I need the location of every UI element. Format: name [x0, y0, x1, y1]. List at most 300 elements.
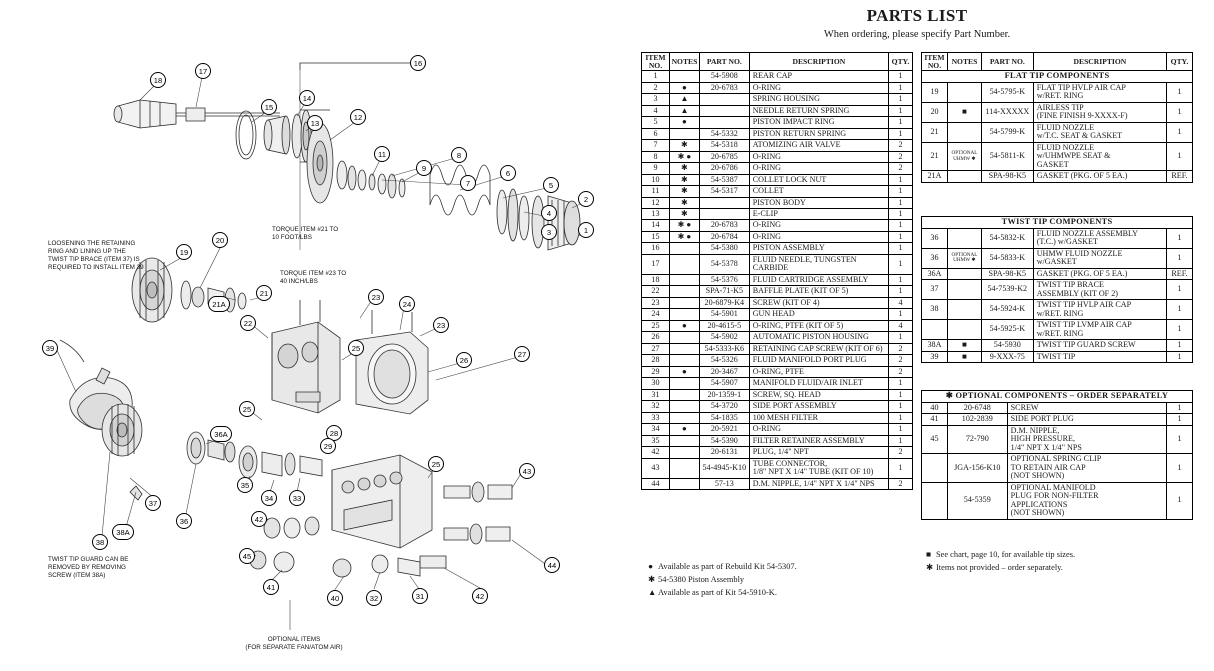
cell-part-no: 20-1359-1 — [699, 389, 749, 400]
cell-qty: 1 — [889, 378, 913, 389]
cell-item-no: 35 — [642, 435, 670, 446]
cell-qty: 1 — [889, 424, 913, 435]
cell-notes: ■ — [947, 102, 981, 122]
cell-item-no: 42 — [642, 447, 670, 458]
cell-part-no: 54-5380 — [699, 243, 749, 254]
table-row — [642, 309, 913, 320]
col-description: DESCRIPTION — [1033, 53, 1166, 71]
cell-notes: ■ — [947, 340, 981, 351]
cell-part-no: 20-4615-5 — [699, 320, 749, 331]
twist-tip-table — [921, 216, 1193, 363]
cell-description: UHMW FLUID NOZZLE w/GASKET — [1033, 248, 1166, 268]
main-parts-table — [641, 52, 913, 490]
cell-part-no: 54-5811-K — [981, 142, 1033, 170]
cell-description: SIDE PORT PLUG — [1007, 414, 1166, 425]
cell-notes: ● — [669, 424, 699, 435]
flat-tip-table-wrap — [921, 52, 1193, 183]
cell-notes: ✱ — [669, 140, 699, 151]
table-row — [922, 122, 1193, 142]
cell-item-no: 32 — [642, 401, 670, 412]
cell-item-no: 21A — [922, 171, 948, 182]
cell-qty: 2 — [889, 366, 913, 377]
cell-notes: OPTIONAL UHMW ✱ — [947, 142, 981, 170]
cell-item-no: 5 — [642, 117, 670, 128]
part-twist-tip-guard — [60, 340, 235, 500]
table-row — [642, 197, 913, 208]
cell-description: FLUID NOZZLE ASSEMBLY (T.C.) w/GASKET — [1033, 228, 1166, 248]
col-qty: QTY. — [889, 53, 913, 71]
cell-qty: 1 — [889, 82, 913, 93]
cell-notes — [669, 447, 699, 458]
note-torque-23: TORQUE ITEM #23 TO 40 INCH/LBS — [280, 270, 347, 285]
cell-description: SCREW — [1007, 402, 1166, 413]
callout-34: 34 — [261, 490, 277, 506]
cell-part-no: 54-5930 — [981, 340, 1033, 351]
callout-25-mid: 25 — [239, 401, 255, 417]
main-parts-table-body — [642, 71, 913, 490]
cell-description: SIDE PORT ASSEMBLY — [749, 401, 888, 412]
cell-part-no: 54-7539-K2 — [981, 280, 1033, 300]
cell-qty: 1 — [1167, 414, 1193, 425]
cell-item-no: 18 — [642, 274, 670, 285]
cell-part-no: 54-5359 — [947, 482, 1007, 519]
table-header-row — [642, 53, 913, 71]
table-row — [642, 297, 913, 308]
cell-item-no: 1 — [642, 71, 670, 82]
cell-description: ATOMIZING AIR VALVE — [749, 140, 888, 151]
cell-notes: ✱ ● — [669, 231, 699, 242]
col-notes: NOTES — [947, 53, 981, 71]
footnote-symbol: ✱ — [926, 563, 934, 573]
cell-part-no: 20-6783 — [699, 220, 749, 231]
callout-40: 40 — [327, 590, 343, 606]
cell-qty: 1 — [889, 332, 913, 343]
cell-description: SCREW, SQ. HEAD — [749, 389, 888, 400]
table-row — [642, 458, 913, 478]
footnotes-right — [926, 548, 1075, 575]
footnote-item — [926, 548, 1075, 561]
cell-notes — [669, 355, 699, 366]
flat-section-title: FLAT TIP COMPONENTS — [922, 71, 1193, 83]
cell-description: PISTON BODY — [749, 197, 888, 208]
cell-item-no: 41 — [922, 414, 948, 425]
cell-item-no: 8 — [642, 151, 670, 162]
cell-item-no: 25 — [642, 320, 670, 331]
table-row — [642, 163, 913, 174]
cell-item-no — [922, 320, 948, 340]
footnote-text: See chart, page 10, for available tip sizes. — [936, 550, 1076, 559]
table-row — [642, 424, 913, 435]
cell-item-no: 12 — [642, 197, 670, 208]
cell-item-no: 20 — [922, 102, 948, 122]
cell-description: SPRING HOUSING — [749, 94, 888, 105]
cell-notes: ▲ — [669, 94, 699, 105]
main-parts-table-wrap — [641, 52, 913, 490]
part-manifold — [332, 455, 432, 548]
cell-notes: OPTIONAL UHMW ✱ — [947, 248, 981, 268]
callout-39: 39 — [42, 340, 58, 356]
callout-9: 9 — [416, 160, 432, 176]
part-rear-cap — [532, 196, 580, 250]
cell-part-no: 54-5908 — [699, 71, 749, 82]
cell-part-no: 54-5833-K — [981, 248, 1033, 268]
cell-item-no: 31 — [642, 389, 670, 400]
cell-qty: 1 — [889, 197, 913, 208]
cell-part-no — [699, 197, 749, 208]
cell-item-no: 38A — [922, 340, 948, 351]
cell-description: OPTIONAL MANIFOLD PLUG FOR NON-FILTER APPLICATIONS (NOT SHOWN) — [1007, 482, 1166, 519]
cell-notes: ✱ ● — [669, 151, 699, 162]
table-row — [642, 174, 913, 185]
cell-qty: 1 — [889, 105, 913, 116]
cell-item-no: 24 — [642, 309, 670, 320]
footnote-item — [926, 561, 1075, 574]
callout-12: 12 — [350, 109, 366, 125]
cell-item-no: 37 — [922, 280, 948, 300]
cell-notes — [669, 412, 699, 423]
cell-part-no: 20-6784 — [699, 231, 749, 242]
cell-part-no: 54-5832-K — [981, 228, 1033, 248]
twist-section-row — [922, 217, 1193, 229]
callout-7: 7 — [460, 175, 476, 191]
cell-notes: ✱ ● — [669, 220, 699, 231]
callout-1: 1 — [578, 222, 594, 238]
cell-notes: ● — [669, 320, 699, 331]
col-qty: QTY. — [1167, 53, 1193, 71]
cell-item-no: 45 — [922, 425, 948, 453]
cell-qty: 1 — [1167, 482, 1193, 519]
table-row — [922, 102, 1193, 122]
cell-description: TWIST TIP HVLP AIR CAP w/RET. RING — [1033, 300, 1166, 320]
cell-qty: 1 — [1167, 351, 1193, 362]
cell-qty: 1 — [889, 186, 913, 197]
cell-qty: 1 — [889, 274, 913, 285]
note-retaining-ring: LOOSENING THE RETAINING RING AND LINING UP THE TWIST TIP BRACE (ITEM 37) IS REQUIRED TO INSTALL ITEM 39 — [48, 240, 144, 271]
cell-qty: 1 — [1167, 425, 1193, 453]
cell-qty: 1 — [1167, 122, 1193, 142]
callout-18: 18 — [150, 72, 166, 88]
cell-notes — [669, 286, 699, 297]
cell-item-no: 15 — [642, 231, 670, 242]
cell-qty: 1 — [889, 286, 913, 297]
cell-item-no: 21 — [922, 142, 948, 170]
footnote-symbol: ▲ — [648, 588, 657, 598]
cell-notes — [669, 254, 699, 274]
cell-qty: 1 — [889, 458, 913, 478]
table-row — [922, 482, 1193, 519]
table-row — [922, 402, 1193, 413]
cell-item-no: 17 — [642, 254, 670, 274]
footnote-item — [648, 573, 797, 586]
cell-part-no: 54-5901 — [699, 309, 749, 320]
col-part-no: PART NO. — [981, 53, 1033, 71]
twist-tip-table-wrap — [921, 216, 1193, 363]
callout-33: 33 — [289, 490, 305, 506]
cell-qty: 1 — [1167, 142, 1193, 170]
cell-notes — [669, 128, 699, 139]
col-description: DESCRIPTION — [749, 53, 888, 71]
cell-part-no: 114-XXXXX — [981, 102, 1033, 122]
cell-qty: 1 — [889, 94, 913, 105]
cell-qty: 1 — [889, 71, 913, 82]
cell-part-no — [699, 209, 749, 220]
table-row — [642, 128, 913, 139]
callout-42-right: 42 — [472, 588, 488, 604]
cell-description: AIRLESS TIP (FINE FINISH 9-XXXX-F) — [1033, 102, 1166, 122]
page-title: PARTS LIST — [866, 6, 968, 25]
cell-notes — [669, 401, 699, 412]
cell-part-no: 54-5902 — [699, 332, 749, 343]
col-item-no: ITEM NO. — [642, 53, 670, 71]
flat-section-row — [922, 71, 1193, 83]
cell-part-no: 72-790 — [947, 425, 1007, 453]
cell-item-no: 44 — [642, 478, 670, 489]
cell-description: GUN HEAD — [749, 309, 888, 320]
cell-qty: 1 — [889, 231, 913, 242]
cell-description: OPTIONAL SPRING CLIP TO RETAIN AIR CAP (NOT SHOWN) — [1007, 454, 1166, 482]
cell-part-no: JGA-156-K10 — [947, 454, 1007, 482]
callout-21: 21 — [256, 285, 272, 301]
cell-part-no: 54-5925-K — [981, 320, 1033, 340]
cell-qty: 1 — [1167, 300, 1193, 320]
cell-notes: ✱ — [669, 163, 699, 174]
cell-description: O-RING — [749, 151, 888, 162]
cell-item-no: 36A — [922, 268, 948, 279]
callout-23-right: 23 — [433, 317, 449, 333]
note-torque-21: TORQUE ITEM #21 TO 10 FOOT/LBS — [272, 226, 339, 241]
table-row — [922, 142, 1193, 170]
callout-5: 5 — [543, 177, 559, 193]
footnote-text: 54-5380 Piston Assembly — [658, 575, 745, 585]
callout-21a: 21A — [208, 296, 230, 312]
cell-description: D.M. NIPPLE, 1/4" NPT X 1/4" NPS — [749, 478, 888, 489]
cell-description: O-RING — [749, 220, 888, 231]
cell-notes — [669, 332, 699, 343]
table-row — [642, 186, 913, 197]
cell-qty: 1 — [889, 389, 913, 400]
cell-item-no: 9 — [642, 163, 670, 174]
cell-qty: 1 — [1167, 228, 1193, 248]
cell-qty: 2 — [889, 151, 913, 162]
page-header — [632, 6, 1202, 40]
table-row — [642, 343, 913, 354]
table-row — [922, 425, 1193, 453]
cell-qty: 1 — [1167, 340, 1193, 351]
callout-25-head: 25 — [348, 340, 364, 356]
cell-part-no: 54-5333-K6 — [699, 343, 749, 354]
cell-part-no: SPA-98-K5 — [981, 268, 1033, 279]
callout-23-top: 23 — [368, 289, 384, 305]
cell-item-no: 22 — [642, 286, 670, 297]
cell-item-no: 23 — [642, 297, 670, 308]
cell-item-no — [922, 454, 948, 482]
cell-description: O-RING, PTFE (KIT OF 5) — [749, 320, 888, 331]
cell-part-no: 20-6785 — [699, 151, 749, 162]
cell-notes — [947, 171, 981, 182]
cell-notes: ▲ — [669, 105, 699, 116]
callout-32: 32 — [366, 590, 382, 606]
part-rings-5-4-3 — [497, 189, 529, 241]
cell-description: NEEDLE RETURN SPRING — [749, 105, 888, 116]
cell-notes — [947, 83, 981, 103]
callout-6: 6 — [500, 165, 516, 181]
optional-section-title: ✱ OPTIONAL COMPONENTS – ORDER SEPARATELY — [922, 391, 1193, 403]
cell-item-no: 16 — [642, 243, 670, 254]
cell-item-no: 30 — [642, 378, 670, 389]
table-row — [642, 254, 913, 274]
cell-item-no — [922, 482, 948, 519]
cell-item-no: 36 — [922, 248, 948, 268]
cell-description: TWIST TIP LVMP AIR CAP w/RET. RING — [1033, 320, 1166, 340]
cell-part-no: 54-5387 — [699, 174, 749, 185]
callout-16: 16 — [410, 55, 426, 71]
note-twist-tip-guard: TWIST TIP GUARD CAN BE REMOVED BY REMOVING SCREW (ITEM 38A) — [48, 556, 129, 579]
cell-part-no: 20-5921 — [699, 424, 749, 435]
cell-description: 100 MESH FILTER — [749, 412, 888, 423]
cell-qty: 1 — [889, 254, 913, 274]
cell-item-no: 11 — [642, 186, 670, 197]
cell-qty: 1 — [889, 174, 913, 185]
cell-notes — [669, 458, 699, 478]
col-notes: NOTES — [669, 53, 699, 71]
footnote-text: Available as part of Rebuild Kit 54-5307. — [658, 562, 797, 571]
cell-part-no — [699, 117, 749, 128]
cell-qty: 1 — [1167, 248, 1193, 268]
callout-29: 29 — [320, 438, 336, 454]
table-row — [642, 274, 913, 285]
table-row — [922, 228, 1193, 248]
table-row — [642, 478, 913, 489]
cell-item-no: 6 — [642, 128, 670, 139]
cell-notes: ● — [669, 82, 699, 93]
cell-item-no: 3 — [642, 94, 670, 105]
table-row — [642, 231, 913, 242]
cell-description: PISTON IMPACT RING — [749, 117, 888, 128]
optional-section-row — [922, 391, 1193, 403]
cell-description: O-RING — [749, 231, 888, 242]
cell-notes: ✱ — [669, 209, 699, 220]
cell-item-no: 36 — [922, 228, 948, 248]
footnote-item — [648, 586, 797, 599]
cell-part-no: 54-1835 — [699, 412, 749, 423]
callout-35: 35 — [237, 477, 253, 493]
cell-part-no: 54-3720 — [699, 401, 749, 412]
callout-15: 15 — [261, 99, 277, 115]
callout-26: 26 — [456, 352, 472, 368]
cell-description: SCREW (KIT OF 4) — [749, 297, 888, 308]
cell-notes: ■ — [947, 351, 981, 362]
cell-item-no: 26 — [642, 332, 670, 343]
table-row — [642, 117, 913, 128]
flat-tip-table — [921, 52, 1193, 183]
table-row — [642, 209, 913, 220]
table-row — [642, 82, 913, 93]
cell-part-no: 54-5924-K — [981, 300, 1033, 320]
cell-item-no: 33 — [642, 412, 670, 423]
cell-qty: 1 — [1167, 320, 1193, 340]
cell-item-no: 28 — [642, 355, 670, 366]
cell-item-no: 7 — [642, 140, 670, 151]
cell-item-no: 4 — [642, 105, 670, 116]
cell-item-no: 34 — [642, 424, 670, 435]
table-row — [922, 171, 1193, 182]
cell-qty: 2 — [889, 478, 913, 489]
cell-qty: 1 — [889, 309, 913, 320]
cell-description: GASKET (PKG. OF 5 EA.) — [1033, 268, 1166, 279]
cell-part-no: 20-6783 — [699, 82, 749, 93]
callout-25-low: 25 — [428, 456, 444, 472]
cell-qty: 1 — [1167, 280, 1193, 300]
cell-description: TWIST TIP BRACE ASSEMBLY (KIT OF 2) — [1033, 280, 1166, 300]
cell-qty: REF. — [1167, 268, 1193, 279]
cell-item-no: 13 — [642, 209, 670, 220]
cell-notes — [669, 71, 699, 82]
cell-part-no — [699, 105, 749, 116]
callout-31: 31 — [412, 588, 428, 604]
cell-qty: 1 — [889, 117, 913, 128]
cell-part-no: 20-3467 — [699, 366, 749, 377]
table-row — [922, 83, 1193, 103]
cell-notes — [947, 300, 981, 320]
cell-description: TWIST TIP GUARD SCREW — [1033, 340, 1166, 351]
part-fluid-cartridge — [114, 100, 176, 128]
cell-description: BAFFLE PLATE (KIT OF 5) — [749, 286, 888, 297]
footnote-item — [648, 560, 797, 573]
cell-description: REAR CAP — [749, 71, 888, 82]
cell-item-no: 40 — [922, 402, 948, 413]
cell-part-no: SPA-71-K5 — [699, 286, 749, 297]
optional-table-wrap — [921, 390, 1193, 520]
cell-part-no: 54-5318 — [699, 140, 749, 151]
cell-description: O-RING, PTFE — [749, 366, 888, 377]
col-part-no: PART NO. — [699, 53, 749, 71]
cell-item-no: 2 — [642, 82, 670, 93]
cell-description: TWIST TIP — [1033, 351, 1166, 362]
cell-description: AUTOMATIC PISTON HOUSING — [749, 332, 888, 343]
callout-14: 14 — [299, 90, 315, 106]
cell-part-no: 54-5376 — [699, 274, 749, 285]
callout-2: 2 — [578, 191, 594, 207]
cell-notes: ● — [669, 366, 699, 377]
cell-notes — [947, 280, 981, 300]
cell-qty: REF. — [1167, 171, 1193, 182]
table-row — [922, 300, 1193, 320]
footnote-text: Available as part of Kit 54-5910-K. — [658, 588, 777, 598]
table-row — [922, 454, 1193, 482]
cell-item-no: 39 — [922, 351, 948, 362]
cell-notes — [669, 435, 699, 446]
cell-qty: 1 — [1167, 83, 1193, 103]
cell-notes — [947, 320, 981, 340]
cell-item-no: 10 — [642, 174, 670, 185]
callout-45: 45 — [239, 548, 255, 564]
table-row — [642, 105, 913, 116]
cell-qty: 2 — [889, 163, 913, 174]
cell-description: PISTON RETURN SPRING — [749, 128, 888, 139]
part-piston-housing — [356, 310, 428, 414]
cell-qty: 1 — [1167, 454, 1193, 482]
part-fittings-right — [420, 482, 512, 568]
cell-notes — [669, 243, 699, 254]
callout-28: 28 — [326, 425, 342, 441]
cell-part-no: 57-13 — [699, 478, 749, 489]
callout-36a: 36A — [210, 426, 232, 442]
part-piston-body — [264, 116, 290, 154]
twist-section-title: TWIST TIP COMPONENTS — [922, 217, 1193, 229]
cell-description: FLUID NEEDLE, TUNGSTEN CARBIDE — [749, 254, 888, 274]
note-optional-items: OPTIONAL ITEMS (FOR SEPARATE FAN/ATOM AIR) — [245, 636, 343, 651]
table-row — [642, 94, 913, 105]
